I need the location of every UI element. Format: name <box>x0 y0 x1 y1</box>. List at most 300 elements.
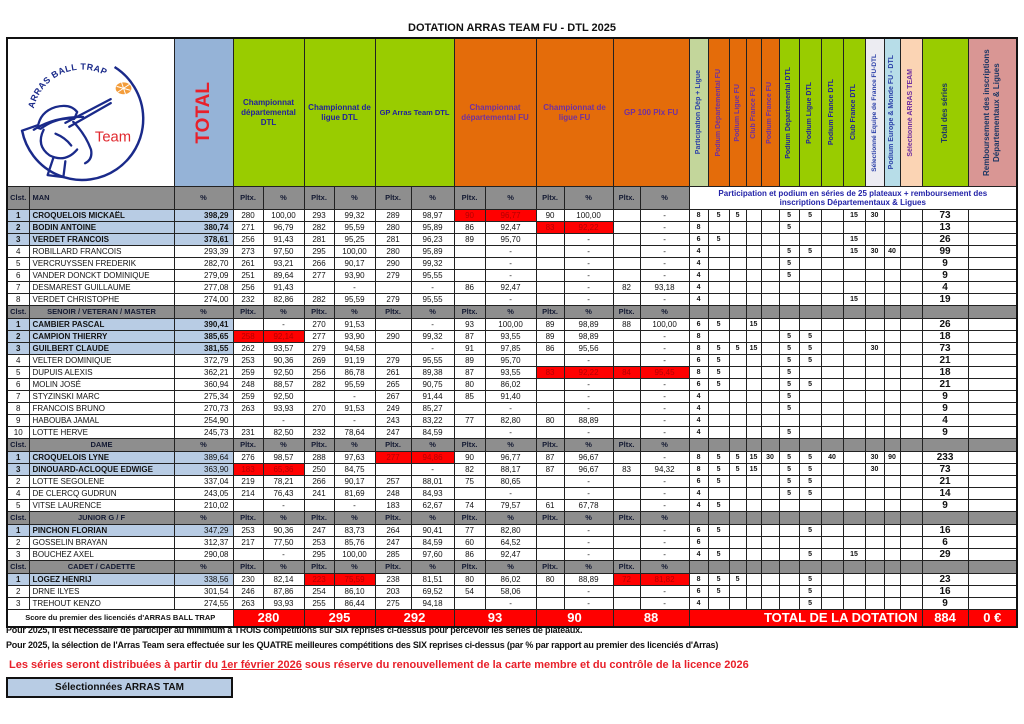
series-cell: 5 <box>799 476 821 488</box>
series-cell <box>746 270 761 282</box>
series-cell: 5 <box>799 355 821 367</box>
series-cell <box>900 500 922 512</box>
pltx-cell: 86 <box>454 282 485 294</box>
total-dotation-label: TOTAL DE LA DOTATION <box>689 610 922 627</box>
series-cell <box>729 319 746 331</box>
score-row <box>7 610 1017 627</box>
header-blank-cell <box>799 439 821 452</box>
percent-cell: - <box>411 282 454 294</box>
series-cell <box>746 222 761 234</box>
pltx-cell: 232 <box>233 294 263 306</box>
header-championnat-ligue-dtl: Championnat de ligue DTL <box>304 38 375 187</box>
header-gp-arras-team-dtl: GP Arras Team DTL <box>375 38 454 187</box>
series-cell <box>708 415 729 427</box>
player-name: ROBILLARD FRANCOIS <box>29 246 174 258</box>
column-header-percent: % <box>485 306 536 319</box>
column-header-percent: % <box>334 561 375 574</box>
series-cell <box>708 537 729 549</box>
percent-cell: 86,02 <box>485 574 536 586</box>
column-header-pltx: Pltx. <box>454 439 485 452</box>
rank-cell: 3 <box>7 234 29 246</box>
series-cell <box>884 379 900 391</box>
rank-cell: 2 <box>7 586 29 598</box>
pltx-cell <box>613 258 640 270</box>
pltx-cell: 275 <box>375 598 411 610</box>
percent-cell: 85,76 <box>334 537 375 549</box>
header-selectionne-equipe-de-france <box>865 38 884 187</box>
percent-cell: 95,70 <box>485 355 536 367</box>
percent-cell: - <box>564 598 613 610</box>
series-cell <box>865 331 884 343</box>
column-header-pltx: Pltx. <box>454 561 485 574</box>
series-cell: 5 <box>799 379 821 391</box>
series-cell: 5 <box>779 379 799 391</box>
pltx-cell: 90 <box>454 452 485 464</box>
pltx-cell <box>304 500 334 512</box>
percent-cell: 96,67 <box>564 452 613 464</box>
series-cell: 15 <box>746 343 761 355</box>
pltx-cell: 80 <box>454 574 485 586</box>
series-cell: 5 <box>708 464 729 476</box>
table-row <box>7 222 1017 234</box>
series-cell <box>843 367 865 379</box>
percent-cell: 62,67 <box>411 500 454 512</box>
percent-cell: - <box>640 427 689 439</box>
table-row <box>7 343 1017 355</box>
pltx-cell: 295 <box>304 246 334 258</box>
percent-cell: 58,06 <box>485 586 536 598</box>
percent-cell: 81,69 <box>334 488 375 500</box>
player-name: VERDET FRANCOIS <box>29 234 174 246</box>
percent-cell: - <box>485 294 536 306</box>
player-name: DINOUARD-ACLOQUE EDWIGE <box>29 464 174 476</box>
pltx-cell: 263 <box>233 598 263 610</box>
percent-cell: 93,57 <box>263 343 304 355</box>
pltx-cell <box>304 391 334 403</box>
column-header-pltx: Pltx. <box>536 439 564 452</box>
percent-cell: 76,43 <box>263 488 304 500</box>
percent-cell: 79,57 <box>485 500 536 512</box>
series-cell <box>761 319 779 331</box>
series-cell <box>843 379 865 391</box>
pltx-cell: 85 <box>454 391 485 403</box>
column-header-percent: % <box>263 512 304 525</box>
series-cell <box>884 258 900 270</box>
series-cell <box>779 598 799 610</box>
remboursement-cell <box>968 222 1017 234</box>
total-percent: 378,61 <box>174 234 233 246</box>
column-header-percent: % <box>334 187 375 210</box>
rank-cell: 4 <box>7 355 29 367</box>
series-cell <box>746 403 761 415</box>
series-cell <box>843 258 865 270</box>
score-value: 280 <box>233 610 304 627</box>
percent-cell: 91,40 <box>485 391 536 403</box>
series-cell <box>900 452 922 464</box>
header-total <box>174 38 233 187</box>
pltx-cell <box>613 379 640 391</box>
table-row <box>7 331 1017 343</box>
series-cell <box>900 210 922 222</box>
series-cell: 5 <box>779 403 799 415</box>
series-cell <box>884 415 900 427</box>
column-header-percent: % <box>640 306 689 319</box>
pltx-cell: 89 <box>536 319 564 331</box>
series-cell: 30 <box>865 464 884 476</box>
section-title: JUNIOR G / F <box>29 512 174 525</box>
pltx-cell <box>613 598 640 610</box>
header-blank-cell <box>729 512 746 525</box>
pltx-cell <box>536 246 564 258</box>
table-row <box>7 525 1017 537</box>
header-blank-cell <box>922 561 968 574</box>
column-header-pltx: Pltx. <box>304 561 334 574</box>
pltx-cell: 80 <box>454 379 485 391</box>
header-club-france-dtl <box>843 38 865 187</box>
remboursement-cell <box>968 586 1017 598</box>
header-blank-cell <box>689 306 708 319</box>
total-series-cell: 19 <box>922 294 968 306</box>
series-cell <box>799 427 821 439</box>
series-cell <box>900 525 922 537</box>
percent-cell: 95,55 <box>411 294 454 306</box>
pltx-cell: 262 <box>233 343 263 355</box>
series-cell: 15 <box>746 319 761 331</box>
player-name: TREHOUT KENZO <box>29 598 174 610</box>
series-cell <box>843 464 865 476</box>
percent-cell: - <box>263 319 304 331</box>
series-cell <box>865 403 884 415</box>
header-blank-cell <box>900 512 922 525</box>
series-cell <box>761 391 779 403</box>
percent-cell: 93,55 <box>485 367 536 379</box>
series-cell: 5 <box>729 574 746 586</box>
table-row <box>7 488 1017 500</box>
remboursement-cell <box>968 549 1017 561</box>
pltx-cell: 183 <box>375 500 411 512</box>
column-header-percent: % <box>411 561 454 574</box>
pltx-cell: 72 <box>613 574 640 586</box>
column-header-percent: % <box>485 439 536 452</box>
total-percent: 363,90 <box>174 464 233 476</box>
total-series-cell: 21 <box>922 476 968 488</box>
series-cell: 4 <box>689 500 708 512</box>
table-row <box>7 270 1017 282</box>
pltx-cell <box>536 537 564 549</box>
series-cell <box>799 282 821 294</box>
pltx-cell <box>613 427 640 439</box>
percent-cell: 95,56 <box>564 343 613 355</box>
percent-cell: - <box>640 549 689 561</box>
series-cell <box>900 598 922 610</box>
pltx-cell: 90 <box>454 210 485 222</box>
total-series-cell: 26 <box>922 319 968 331</box>
series-cell <box>708 294 729 306</box>
pltx-cell: 279 <box>304 343 334 355</box>
pltx-cell <box>613 210 640 222</box>
pltx-cell <box>613 246 640 258</box>
header-remboursement <box>968 38 1017 187</box>
series-cell: 5 <box>729 464 746 476</box>
series-cell <box>779 282 799 294</box>
header-blank-cell <box>821 439 843 452</box>
percent-cell: - <box>640 246 689 258</box>
total-series-cell: 29 <box>922 549 968 561</box>
pltx-cell: 266 <box>304 476 334 488</box>
remboursement-cell <box>968 452 1017 464</box>
percent-cell: 97,50 <box>263 246 304 258</box>
percent-cell: - <box>564 427 613 439</box>
column-header-percent: % <box>485 512 536 525</box>
total-percent: 282,70 <box>174 258 233 270</box>
pltx-cell: 60 <box>454 537 485 549</box>
header-podium-ligue-fu <box>729 38 746 187</box>
pltx-cell <box>536 476 564 488</box>
series-cell <box>746 391 761 403</box>
series-cell <box>761 476 779 488</box>
pltx-cell: 230 <box>233 574 263 586</box>
pltx-cell: 267 <box>375 391 411 403</box>
series-cell <box>865 476 884 488</box>
remboursement-cell <box>968 500 1017 512</box>
table-row <box>7 549 1017 561</box>
series-cell <box>821 355 843 367</box>
header-gp-100-plx-fu: GP 100 Plx FU <box>613 38 689 187</box>
percent-cell: - <box>564 537 613 549</box>
series-cell <box>900 379 922 391</box>
pltx-cell: 277 <box>304 331 334 343</box>
series-cell <box>761 586 779 598</box>
column-header-percent: % <box>564 439 613 452</box>
header-blank-cell <box>729 561 746 574</box>
series-cell <box>799 270 821 282</box>
percent-cell: - <box>640 379 689 391</box>
header-blank-cell <box>729 306 746 319</box>
series-cell <box>865 222 884 234</box>
series-cell <box>900 355 922 367</box>
total-series-cell: 14 <box>922 488 968 500</box>
percent-cell: 95,59 <box>334 294 375 306</box>
series-cell <box>884 574 900 586</box>
column-header-pltx: Pltx. <box>304 439 334 452</box>
percent-cell: 78,21 <box>263 476 304 488</box>
percent-cell: - <box>640 343 689 355</box>
header-podium-ligue-dtl <box>799 38 821 187</box>
header-podium-departemental-dtl <box>779 38 799 187</box>
pltx-cell: 265 <box>375 379 411 391</box>
total-percent: 398,29 <box>174 210 233 222</box>
pltx-cell <box>613 331 640 343</box>
series-cell <box>900 537 922 549</box>
series-cell <box>884 270 900 282</box>
pltx-cell: 257 <box>375 476 411 488</box>
total-percent: 301,54 <box>174 586 233 598</box>
score-value: 93 <box>454 610 536 627</box>
series-cell <box>843 427 865 439</box>
percent-cell: 95,45 <box>640 367 689 379</box>
series-cell <box>865 598 884 610</box>
series-cell <box>746 355 761 367</box>
pltx-cell <box>613 234 640 246</box>
series-cell: 5 <box>779 246 799 258</box>
series-cell: 6 <box>689 379 708 391</box>
total-series-cell: 21 <box>922 379 968 391</box>
rank-cell: 2 <box>7 476 29 488</box>
percent-cell: 82,80 <box>485 525 536 537</box>
pltx-cell: 87 <box>454 367 485 379</box>
pltx-cell: 282 <box>304 294 334 306</box>
player-name: FRANCOIS BRUNO <box>29 403 174 415</box>
rank-cell: 1 <box>7 574 29 586</box>
series-cell <box>884 367 900 379</box>
table-row <box>7 258 1017 270</box>
series-cell <box>729 403 746 415</box>
series-cell <box>865 258 884 270</box>
table-row <box>7 403 1017 415</box>
percent-cell: 100,00 <box>334 246 375 258</box>
pltx-cell: 266 <box>304 258 334 270</box>
series-cell <box>865 488 884 500</box>
header-label: Sélectionné ARRAS TEAM <box>907 68 915 157</box>
series-cell: 5 <box>729 452 746 464</box>
percent-cell: - <box>485 488 536 500</box>
percent-cell: 93,21 <box>263 258 304 270</box>
series-cell: 5 <box>779 488 799 500</box>
percent-cell: - <box>640 210 689 222</box>
logo-team-text: Team <box>95 129 132 146</box>
series-cell: 30 <box>865 452 884 464</box>
header-podium-france-dtl <box>821 38 843 187</box>
series-cell <box>779 537 799 549</box>
percent-cell: - <box>334 391 375 403</box>
header-label: Podium Ligue DTL <box>806 81 814 144</box>
series-cell <box>729 234 746 246</box>
percent-cell: 75,59 <box>334 574 375 586</box>
series-cell <box>779 500 799 512</box>
pltx-cell <box>613 452 640 464</box>
pltx-cell <box>304 282 334 294</box>
total-percent: 275,34 <box>174 391 233 403</box>
series-cell <box>865 270 884 282</box>
series-cell <box>761 282 779 294</box>
series-cell <box>884 222 900 234</box>
percent-cell: 95,89 <box>411 246 454 258</box>
series-cell: 5 <box>708 343 729 355</box>
series-cell: 4 <box>689 598 708 610</box>
table-row <box>7 210 1017 222</box>
pltx-cell: 82 <box>613 282 640 294</box>
series-cell: 5 <box>779 452 799 464</box>
header-blank-cell <box>865 439 884 452</box>
pltx-cell <box>613 355 640 367</box>
series-cell <box>708 270 729 282</box>
player-name: DE CLERCQ GUDRUN <box>29 488 174 500</box>
series-cell <box>884 234 900 246</box>
series-cell <box>799 537 821 549</box>
rank-cell: 4 <box>7 246 29 258</box>
total-percent: 385,65 <box>174 331 233 343</box>
series-cell: 5 <box>708 500 729 512</box>
header-blank-cell <box>689 561 708 574</box>
player-name: MOLIN JOSÉ <box>29 379 174 391</box>
column-header-percent: % <box>640 187 689 210</box>
pltx-cell <box>536 282 564 294</box>
series-cell: 5 <box>799 574 821 586</box>
series-cell <box>821 476 843 488</box>
pltx-cell: 295 <box>304 549 334 561</box>
column-header-percent: % <box>263 561 304 574</box>
column-header-pltx: Pltx. <box>454 306 485 319</box>
pltx-cell <box>613 549 640 561</box>
series-cell <box>865 549 884 561</box>
series-cell: 15 <box>843 294 865 306</box>
series-cell <box>708 598 729 610</box>
percent-cell: 95,70 <box>485 234 536 246</box>
column-header-percent: % <box>174 306 233 319</box>
rank-cell: 7 <box>7 282 29 294</box>
table-row <box>7 282 1017 294</box>
percent-cell: 82,14 <box>263 574 304 586</box>
series-cell <box>729 500 746 512</box>
percent-cell: 77,50 <box>263 537 304 549</box>
header-participation <box>689 38 708 187</box>
series-cell <box>865 500 884 512</box>
column-header-percent: % <box>640 561 689 574</box>
player-name: LOTTE SEGOLENE <box>29 476 174 488</box>
series-cell: 8 <box>689 210 708 222</box>
pltx-cell <box>536 294 564 306</box>
column-header-pltx: Pltx. <box>375 512 411 525</box>
series-cell: 5 <box>708 476 729 488</box>
pltx-cell: 256 <box>233 234 263 246</box>
series-cell: 40 <box>821 452 843 464</box>
pltx-cell: 261 <box>233 258 263 270</box>
pltx-cell <box>536 598 564 610</box>
percent-cell: 95,25 <box>334 234 375 246</box>
pltx-cell: 248 <box>233 379 263 391</box>
series-cell <box>799 391 821 403</box>
series-cell: 8 <box>689 452 708 464</box>
header-blank-cell <box>900 439 922 452</box>
series-cell <box>821 319 843 331</box>
series-cell: 4 <box>689 391 708 403</box>
series-cell: 8 <box>689 331 708 343</box>
column-header-percent: % <box>334 512 375 525</box>
series-cell <box>843 282 865 294</box>
percent-cell: 82,80 <box>485 415 536 427</box>
percent-cell: - <box>564 258 613 270</box>
percent-cell: 64,52 <box>485 537 536 549</box>
series-cell: 5 <box>779 355 799 367</box>
table-row <box>7 537 1017 549</box>
percent-cell: 90,17 <box>334 476 375 488</box>
player-name: VERCRUYSSEN FREDERIK <box>29 258 174 270</box>
column-header-pltx: Pltx. <box>375 439 411 452</box>
total-series-cell: 21 <box>922 355 968 367</box>
series-cell <box>865 574 884 586</box>
pltx-cell: 282 <box>304 379 334 391</box>
series-cell <box>900 258 922 270</box>
percent-cell: 92,14 <box>263 331 304 343</box>
series-cell: 5 <box>799 488 821 500</box>
pltx-cell <box>536 488 564 500</box>
pltx-cell: 247 <box>375 427 411 439</box>
series-cell <box>884 355 900 367</box>
percent-cell: - <box>411 319 454 331</box>
series-cell <box>843 403 865 415</box>
pltx-cell: 289 <box>375 210 411 222</box>
percent-cell: - <box>564 270 613 282</box>
